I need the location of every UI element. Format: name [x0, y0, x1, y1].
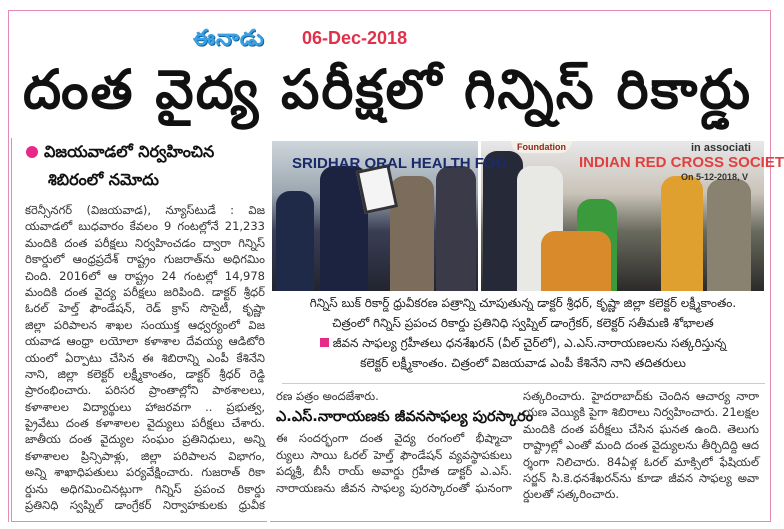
text-line: నారాయణను జీవన సాఫల్య పురస్కారంతో ఘనంగా [276, 480, 512, 495]
text-line: యణ వెయ్యికి పైగా శిబిరాలు నిర్వహించారు. 21లక్షల [523, 405, 759, 420]
headline: దంత వైద్య పరీక్షలో గిన్నిస్ రికార్డు [22, 58, 752, 121]
wheelchair-honoree [541, 231, 611, 291]
eenadu-logo: ఈనాడు [193, 26, 265, 51]
bullet-dot-icon [26, 146, 38, 158]
text-line: మందికి దంత పరీక్షలు చేసిన ఘనత ఉంది. తెలుగు [523, 421, 759, 436]
text-line: ఓరల్ హెల్త్ ఫౌండేషన్, రెడ్ క్రాస్ సొసైటీ, కృష్ణా [25, 301, 265, 316]
text-line: కళాశాలల విద్యార్థులు హాజరవగా .. ప్రభుత్వ, [25, 399, 265, 414]
text-line: కళాశాలల ప్రిన్సిపాళ్లు, జిల్లా పరిపాలన విభాగం, [25, 448, 265, 463]
text-line: యవాడలో బుధవారం కేవలం 9 గంటల్లోనే 21,233 [25, 219, 265, 234]
text-line: ప్రారంభించారు. పరిసర ప్రాంతాల్లోని పాఠశాలలు, [25, 383, 265, 398]
text-line: జాతీయ దంత వైద్యుల సంఘం ప్రతినిధులు, అన్ని [25, 432, 265, 447]
text-line: రాష్ట్రాల్లో ఎంతో మంది దంత వైద్యులను తీర్చిదిద్ది ఆద [523, 438, 759, 453]
subheading-line-2: శిబిరంలో నమోదు [48, 170, 159, 189]
text-line: మందికి దంత పరీక్షలు నిర్వహించడం ద్వారా గిన్నిస్ [25, 235, 265, 250]
caption-line-3 [280, 333, 766, 353]
text-line: యవాడ ఆంధ్రా లయోలా కళాశాల దేవయ్య ఆడిటోరి [25, 334, 265, 349]
subheading-text-1: విజయవాడలో నిర్వహించిన [44, 142, 215, 161]
column-2-text [523, 388, 759, 503]
photo2-banner: INDIAN RED CROSS SOCIET [579, 154, 784, 171]
text-line: ఈ సందర్భంగా దంత వైద్య రంగంలో భీష్మాచా [276, 431, 512, 446]
caption-line-2: చిత్రంలో గిన్నిస్ ప్రపంచ రికార్డు ప్రతినిధి స్వప్నిల్ డాంగ్రేకర్, కలెక్టర్ సతీమణి శోభాలత [332, 316, 714, 330]
text-line: యంలో ఏర్పాటు చేసిన ఈ శిబిరాన్ని ఎంపీ కేశినేని [25, 350, 265, 365]
left-body-text [25, 202, 265, 513]
text-line: రికార్డులో ఆంధ్రప్రదేశ్ రాష్ట్రం గుజరాత్‌ను అధిగమిం [25, 252, 265, 267]
photo2-logo-text: Foundation [511, 141, 572, 153]
text-line: సత్కరించారు. హైదరాబాద్‌కు చెందిన ఆచార్య నారా [523, 389, 759, 403]
text-line: ర్శంగా నిలిచారు. 84ఏళ్ల ఓరల్ మాక్సిలో ఫేషియల్ [523, 454, 759, 469]
subheading-line-1 [26, 142, 214, 165]
section-subheading: ఎ.ఎస్.నారాయణకు జీవనసాఫల్య పురస్కారం [276, 409, 534, 426]
left-column [11, 138, 267, 522]
text-line: జిల్లా పరిపాలన శాఖల సంయుక్త ఆధ్వర్యంలో విజ [25, 317, 265, 332]
guinness-certificate-photo [272, 141, 507, 291]
text-line: సర్జన్ సి.కె.ధనశేఖరన్‌ను కూడా జీవన సాఫల్య అవా [523, 470, 759, 485]
text-line: ప్రైవేటు దంత కళాశాలల వైద్యులు పరీక్షలు చేశారు. [25, 416, 265, 431]
text-line: కరెన్సీనగర్ (విజయవాడ), న్యూస్‌టుడే : విజ [25, 203, 265, 217]
award-ceremony-photo [481, 141, 784, 291]
column-1-text [276, 430, 512, 496]
publication-date: 06-Dec-2018 [302, 28, 408, 48]
photo2-banner-date: On 5-12-2018, V [681, 172, 749, 182]
text-line: పద్మశ్రీ, బీసీ రాయ్ అవార్డు గ్రహీత డాక్టర్ ఎ.ఎస్. [276, 464, 512, 479]
text-line: ర్డును అధిగమించినట్లుగా గిన్నిస్ ప్రపంచ రికార్డు [25, 481, 265, 496]
caption-divider [282, 383, 765, 384]
caption-line-4: కలెక్టర్ లక్ష్మీకాంతం. చిత్రంలో విజయవాడ ఎంపీ కేశినేని నాని తదితరులు [360, 356, 686, 370]
text-line: ప్రతినిధి స్వప్నిల్ డాంగ్రేకర్ నిర్వాహకులకు ధ్రువీక [25, 498, 265, 513]
photo-person [661, 176, 703, 291]
photo-person [390, 176, 434, 291]
caption-line-1: గిన్నిస్ బుక్ రికార్డ్ ధ్రువీకరణ పత్రాన్ని చూపుతున్న డాక్టర్ శ్రీధర్, కృష్ణా జిల్లా కలెక్టర్ లక్ష్మీకాంతం. [309, 296, 737, 310]
photo-person [276, 191, 314, 291]
photo-strip [272, 141, 784, 291]
text-line: అన్ని శాఖాధిపతులు పర్యవేక్షించారు. గుజరాత్ రికా [25, 465, 265, 480]
text-line: ర్యులు సాయి ఓరల్ హెల్త్ ఫౌండేషన్ వ్యవస్థాపకులు [276, 447, 512, 462]
caption-line-3-text: జీవన సాఫల్య గ్రహీతలు ధనశేఖరన్ (వీల్ చైర్‌లో), ఎ.ఎస్.నారాయణలను సత్కరిస్తున్న [332, 336, 727, 350]
photo2-banner-top: in associati [691, 142, 751, 154]
body-column-2 [523, 388, 759, 503]
bullet-square-icon [320, 338, 329, 347]
photo1-banner: SRIDHAR ORAL HEALTH FOU [292, 155, 507, 172]
lead-line: రణ పత్రం అందజేశారు. [276, 389, 379, 403]
text-line: నాని, జిల్లా కలెక్టర్ లక్ష్మీకాంతం, డాక్టర్ శ్రీధర్ రెడ్డి [25, 366, 265, 381]
photo-person [707, 179, 751, 291]
body-column-1 [276, 388, 534, 496]
text-line: చింది. 2016లో ఆ రాష్ట్రం 24 గంటల్లో 14,978 [25, 268, 265, 283]
photo-caption [280, 293, 766, 373]
frame-bottom-border [270, 521, 771, 522]
frame-right-border [770, 10, 771, 522]
photo-person [436, 166, 476, 291]
text-line: ర్డులతో సత్కరించారు. [523, 487, 620, 502]
text-line: మందికి దంత వైద్య పరీక్షలు జరిపింది. డాక్టర్ శ్రీధర్ [25, 284, 265, 299]
